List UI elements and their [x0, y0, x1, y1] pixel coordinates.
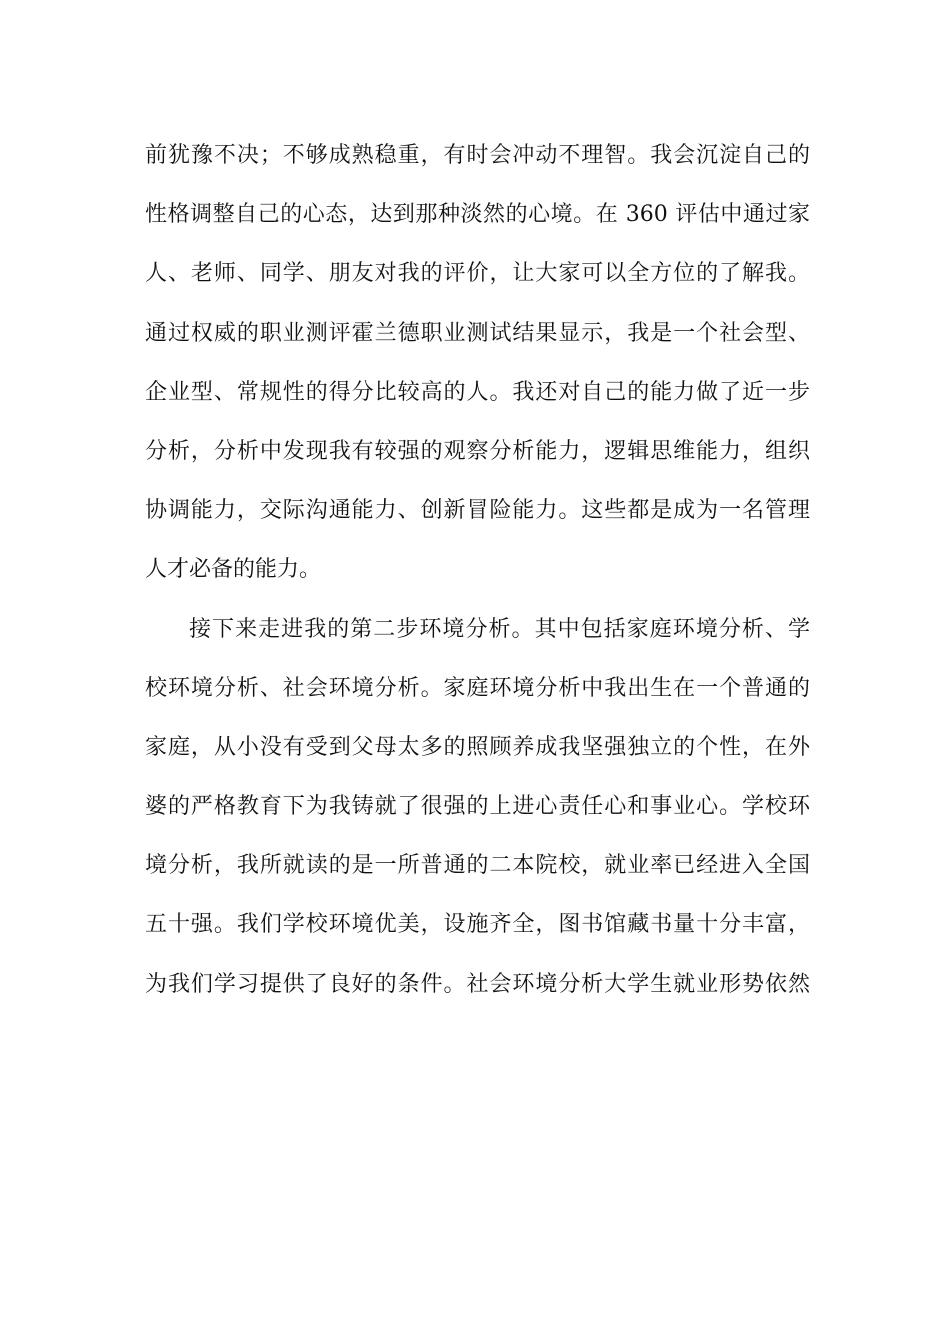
text-line: 通过权威的职业测评霍兰德职业测试结果显示，我是一个社会型、	[145, 320, 810, 346]
text-line: 分析，分析中发现我有较强的观察分析能力，逻辑思维能力，组织	[145, 438, 810, 464]
paragraph-first-line: 接下来走进我的第二步环境分析。其中包括家庭环境分析、学	[189, 616, 810, 642]
text-line: 人、老师、同学、朋友对我的评价，让大家可以全方位的了解我。	[145, 261, 810, 287]
text-line: 协调能力，交际沟通能力、创新冒险能力。这些都是成为一名管理	[145, 498, 810, 524]
text-line: 人才必备的能力。	[145, 557, 322, 583]
text-line: 境分析，我所就读的是一所普通的二本院校，就业率已经进入全国	[145, 853, 810, 879]
text-line: 企业型、常规性的得分比较高的人。我还对自己的能力做了近一步	[145, 379, 810, 405]
text-line: 家庭，从小没有受到父母太多的照顾养成我坚强独立的个性，在外	[145, 734, 810, 760]
text-line: 性格调整自己的心态，达到那种淡然的心境。在 360 评估中通过家	[145, 202, 810, 228]
text-line: 婆的严格教育下为我铸就了很强的上进心责任心和事业心。学校环	[145, 794, 810, 820]
text-line: 前犹豫不决；不够成熟稳重，有时会冲动不理智。我会沉淀自己的	[145, 143, 810, 168]
text-line: 为我们学习提供了良好的条件。社会环境分析大学生就业形势依然	[145, 971, 810, 997]
text-line: 校环境分析、社会环境分析。家庭环境分析中我出生在一个普通的	[145, 675, 810, 701]
text-line: 五十强。我们学校环境优美，设施齐全，图书馆藏书量十分丰富，	[145, 912, 810, 938]
body-text	[145, 126, 810, 1014]
